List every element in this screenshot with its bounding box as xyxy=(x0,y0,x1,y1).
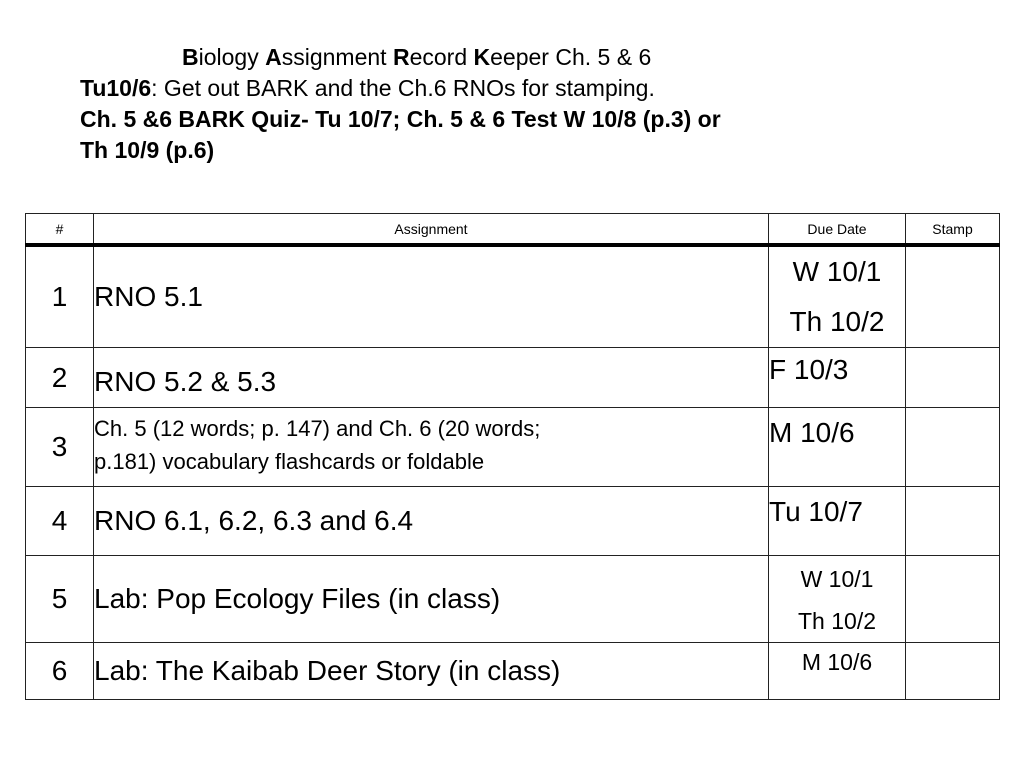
row-number: 4 xyxy=(26,487,94,556)
row-stamp xyxy=(906,408,1000,487)
row-number: 2 xyxy=(26,348,94,408)
due-date-line: W 10/1 xyxy=(792,256,882,287)
title-letter-b: B xyxy=(182,44,199,70)
due-date-line: Th 10/2 xyxy=(798,608,876,634)
title-letter-a: A xyxy=(265,44,282,70)
title-letter-k: K xyxy=(473,44,491,70)
row-due-date xyxy=(769,245,906,348)
row-assignment: RNO 6.1, 6.2, 6.3 and 6.4 xyxy=(94,487,769,556)
title-part-ecord: ecord xyxy=(409,44,474,70)
instruction-line xyxy=(80,73,980,104)
row-assignment: Lab: Pop Ecology Files (in class) xyxy=(94,556,769,643)
row-number: 6 xyxy=(26,643,94,700)
row-stamp xyxy=(906,348,1000,408)
quiz-line-2: Th 10/9 (p.6) xyxy=(80,137,215,163)
quiz-line-1: Ch. 5 &6 BARK Quiz- Tu 10/7; Ch. 5 & 6 Test W 10/8 (p.3) or xyxy=(80,106,721,132)
row-assignment xyxy=(94,408,769,487)
table-row xyxy=(26,348,1000,408)
row-due-date xyxy=(769,408,906,487)
due-date-line: Th 10/2 xyxy=(789,306,885,337)
instruction-day: Tu10/6 xyxy=(80,75,152,101)
row-number: 5 xyxy=(26,556,94,643)
title-letter-r: R xyxy=(392,44,410,70)
instruction-text: : Get out BARK and the Ch.6 RNOs for stamping. xyxy=(151,75,655,101)
assignment-line: Ch. 5 (12 words; p. 147) and Ch. 6 (20 words; xyxy=(94,416,541,441)
row-due-date xyxy=(769,643,906,700)
column-header-due-date: Due Date xyxy=(769,214,906,246)
page-header xyxy=(80,42,980,166)
title-part-iology: iology xyxy=(198,44,266,70)
row-assignment: Lab: The Kaibab Deer Story (in class) xyxy=(94,643,769,700)
row-stamp xyxy=(906,487,1000,556)
table-header-row xyxy=(26,214,1000,246)
column-header-assignment: Assignment xyxy=(94,214,769,246)
row-due-date xyxy=(769,556,906,643)
row-stamp xyxy=(906,556,1000,643)
row-stamp xyxy=(906,643,1000,700)
due-date-line: Tu 10/7 xyxy=(769,496,863,527)
table-row xyxy=(26,245,1000,348)
title-part-eeper: eeper Ch. 5 & 6 xyxy=(490,44,652,70)
table-row xyxy=(26,643,1000,700)
table-row xyxy=(26,556,1000,643)
due-date-line: M 10/6 xyxy=(769,417,855,448)
column-header-number: # xyxy=(26,214,94,246)
assignment-line: p.181) vocabulary flashcards or foldable xyxy=(94,449,485,474)
page-title xyxy=(80,42,980,73)
due-date-line: W 10/1 xyxy=(800,566,874,592)
assignment-table xyxy=(25,213,1000,700)
due-date-line: F 10/3 xyxy=(769,354,849,385)
row-number: 1 xyxy=(26,245,94,348)
row-stamp xyxy=(906,245,1000,348)
row-assignment: RNO 5.2 & 5.3 xyxy=(94,348,769,408)
row-number: 3 xyxy=(26,408,94,487)
column-header-stamp: Stamp xyxy=(906,214,1000,246)
due-date-line: M 10/6 xyxy=(801,649,873,675)
row-due-date xyxy=(769,348,906,408)
title-part-ssignment: ssignment xyxy=(281,44,393,70)
row-assignment: RNO 5.1 xyxy=(94,245,769,348)
table-row xyxy=(26,487,1000,556)
table-row xyxy=(26,408,1000,487)
row-due-date xyxy=(769,487,906,556)
